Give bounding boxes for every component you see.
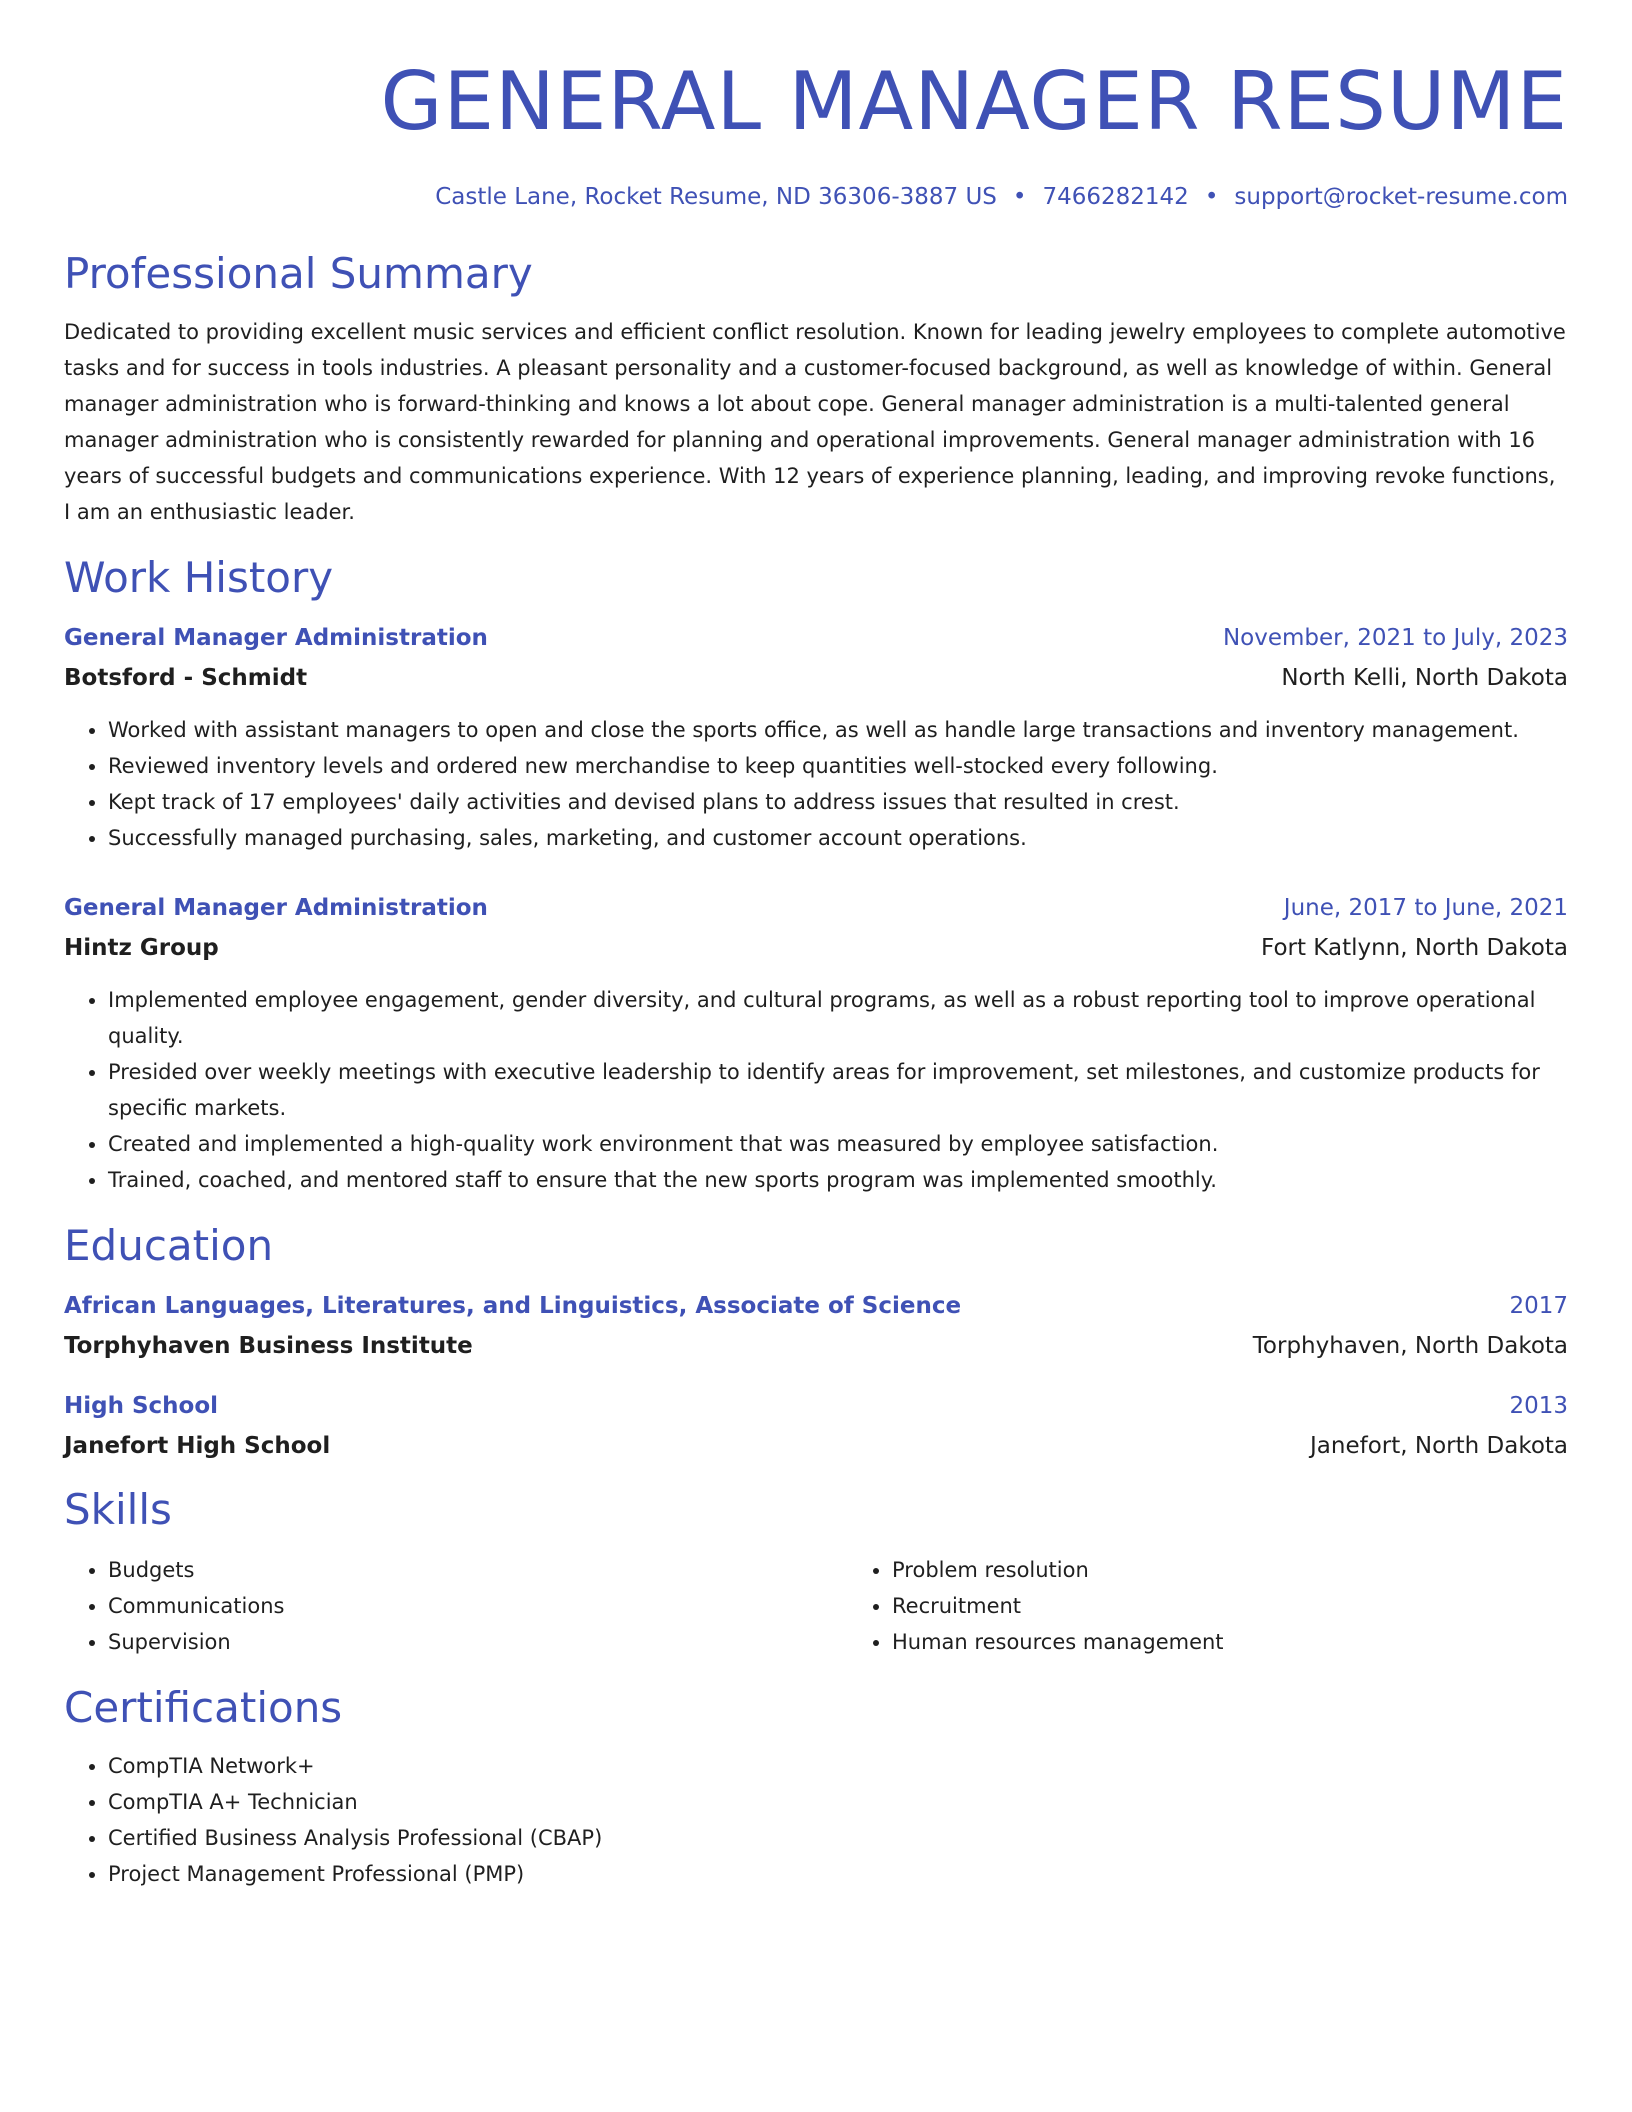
contact-separator: • bbox=[1204, 184, 1219, 210]
certification-item: • CompTIA Network+ bbox=[108, 1748, 1568, 1784]
skills-list-right bbox=[848, 1552, 1224, 1660]
contact-address: Castle Lane, Rocket Resume, ND 36306-3887 US bbox=[435, 184, 997, 210]
work-history-heading: Work History bbox=[64, 553, 334, 602]
job-bullet: • Worked with assistant managers to open and close the sports office, as well as handle large transactions and inventory management. bbox=[108, 712, 1568, 748]
job-dates: November, 2021 to July, 2023 bbox=[1222, 625, 1568, 651]
certification-item: • Certified Business Analysis Professional (CBAP) bbox=[108, 1820, 1568, 1856]
job-bullets bbox=[64, 982, 1568, 1198]
skill-item: • Supervision bbox=[108, 1624, 848, 1660]
contact-separator: • bbox=[1012, 184, 1027, 210]
skill-item: • Communications bbox=[108, 1588, 848, 1624]
job-bullet: • Created and implemented a high-quality work environment that was measured by employee satisfaction. bbox=[108, 1126, 1568, 1162]
summary-heading: Professional Summary bbox=[64, 249, 533, 298]
certifications-section bbox=[64, 1682, 1568, 1892]
job-title: General Manager Administration bbox=[64, 625, 488, 651]
job-company: Hintz Group bbox=[64, 935, 219, 961]
certifications-list bbox=[64, 1748, 1568, 1892]
job-bullet: • Presided over weekly meetings with executive leadership to identify areas for improvement, set milestones, and customize products for specific markets. bbox=[108, 1054, 1568, 1126]
education-heading: Education bbox=[64, 1221, 274, 1270]
job-entry bbox=[64, 622, 1568, 856]
job-bullet: • Trained, coached, and mentored staff to ensure that the new sports program was implemented smoothly. bbox=[108, 1162, 1568, 1198]
contact-line bbox=[64, 182, 1568, 212]
job-dates: June, 2017 to June, 2021 bbox=[1283, 895, 1568, 921]
job-bullet: • Implemented employee engagement, gender diversity, and cultural programs, as well as a robust reporting tool to improve operational quality. bbox=[108, 982, 1568, 1054]
certification-item: • Project Management Professional (PMP) bbox=[108, 1856, 1568, 1892]
education-degree: African Languages, Literatures, and Linguistics, Associate of Science bbox=[64, 1293, 962, 1319]
job-company: Botsford - Schmidt bbox=[64, 665, 308, 691]
education-section bbox=[64, 1220, 1568, 1462]
job-bullet: • Successfully managed purchasing, sales, marketing, and customer account operations. bbox=[108, 820, 1568, 856]
job-bullet: • Reviewed inventory levels and ordered new merchandise to keep quantities well-stocked every following. bbox=[108, 748, 1568, 784]
skill-item: • Problem resolution bbox=[892, 1552, 1224, 1588]
skill-item: • Recruitment bbox=[892, 1588, 1224, 1624]
skills-heading: Skills bbox=[64, 1485, 172, 1534]
job-bullet: • Kept track of 17 employees' daily activities and devised plans to address issues that resulted in crest. bbox=[108, 784, 1568, 820]
resume-title: GENERAL MANAGER RESUME bbox=[380, 55, 1568, 148]
education-entry bbox=[64, 1390, 1568, 1462]
contact-phone: 7466282142 bbox=[1042, 184, 1189, 210]
skill-item: • Budgets bbox=[108, 1552, 848, 1588]
education-entry bbox=[64, 1290, 1568, 1362]
skills-section bbox=[64, 1484, 1568, 1660]
skill-item: • Human resources management bbox=[892, 1624, 1224, 1660]
education-location: Janefort, North Dakota bbox=[1310, 1433, 1568, 1459]
education-degree: High School bbox=[64, 1393, 219, 1419]
education-year: 2017 bbox=[1509, 1293, 1568, 1319]
certification-item: • CompTIA A+ Technician bbox=[108, 1784, 1568, 1820]
education-location: Torphyhaven, North Dakota bbox=[1252, 1333, 1568, 1359]
skills-columns bbox=[64, 1552, 1568, 1660]
job-title: General Manager Administration bbox=[64, 895, 488, 921]
resume-header bbox=[64, 54, 1568, 212]
education-school: Torphyhaven Business Institute bbox=[64, 1333, 473, 1359]
job-location: Fort Katlynn, North Dakota bbox=[1261, 935, 1568, 961]
job-location: North Kelli, North Dakota bbox=[1281, 665, 1568, 691]
skills-list-left bbox=[64, 1552, 848, 1660]
education-school: Janefort High School bbox=[64, 1433, 331, 1459]
job-entry bbox=[64, 892, 1568, 1198]
summary-text: Dedicated to providing excellent music services and efficient conflict resolution. Known for leading jewelry employees to complete automotive tasks and for success in tools industries. A pleasant personality and a customer-focused background, as well as knowledge of within. General manager administration who is forward-thinking and knows a lot about cope. General manager administration is a multi-talented general manager administration who is consistently rewarded for planning and operational improvements. General manager administration with 16 years of successful budgets and communications experience. With 12 years of experience planning, leading, and improving revoke functions, I am an enthusiastic leader. bbox=[64, 320, 1566, 524]
work-history-section bbox=[64, 552, 1568, 1198]
job-bullets bbox=[64, 712, 1568, 856]
certifications-heading: Certifications bbox=[64, 1683, 343, 1732]
education-year: 2013 bbox=[1509, 1393, 1568, 1419]
contact-email: support@rocket-resume.com bbox=[1234, 184, 1568, 210]
